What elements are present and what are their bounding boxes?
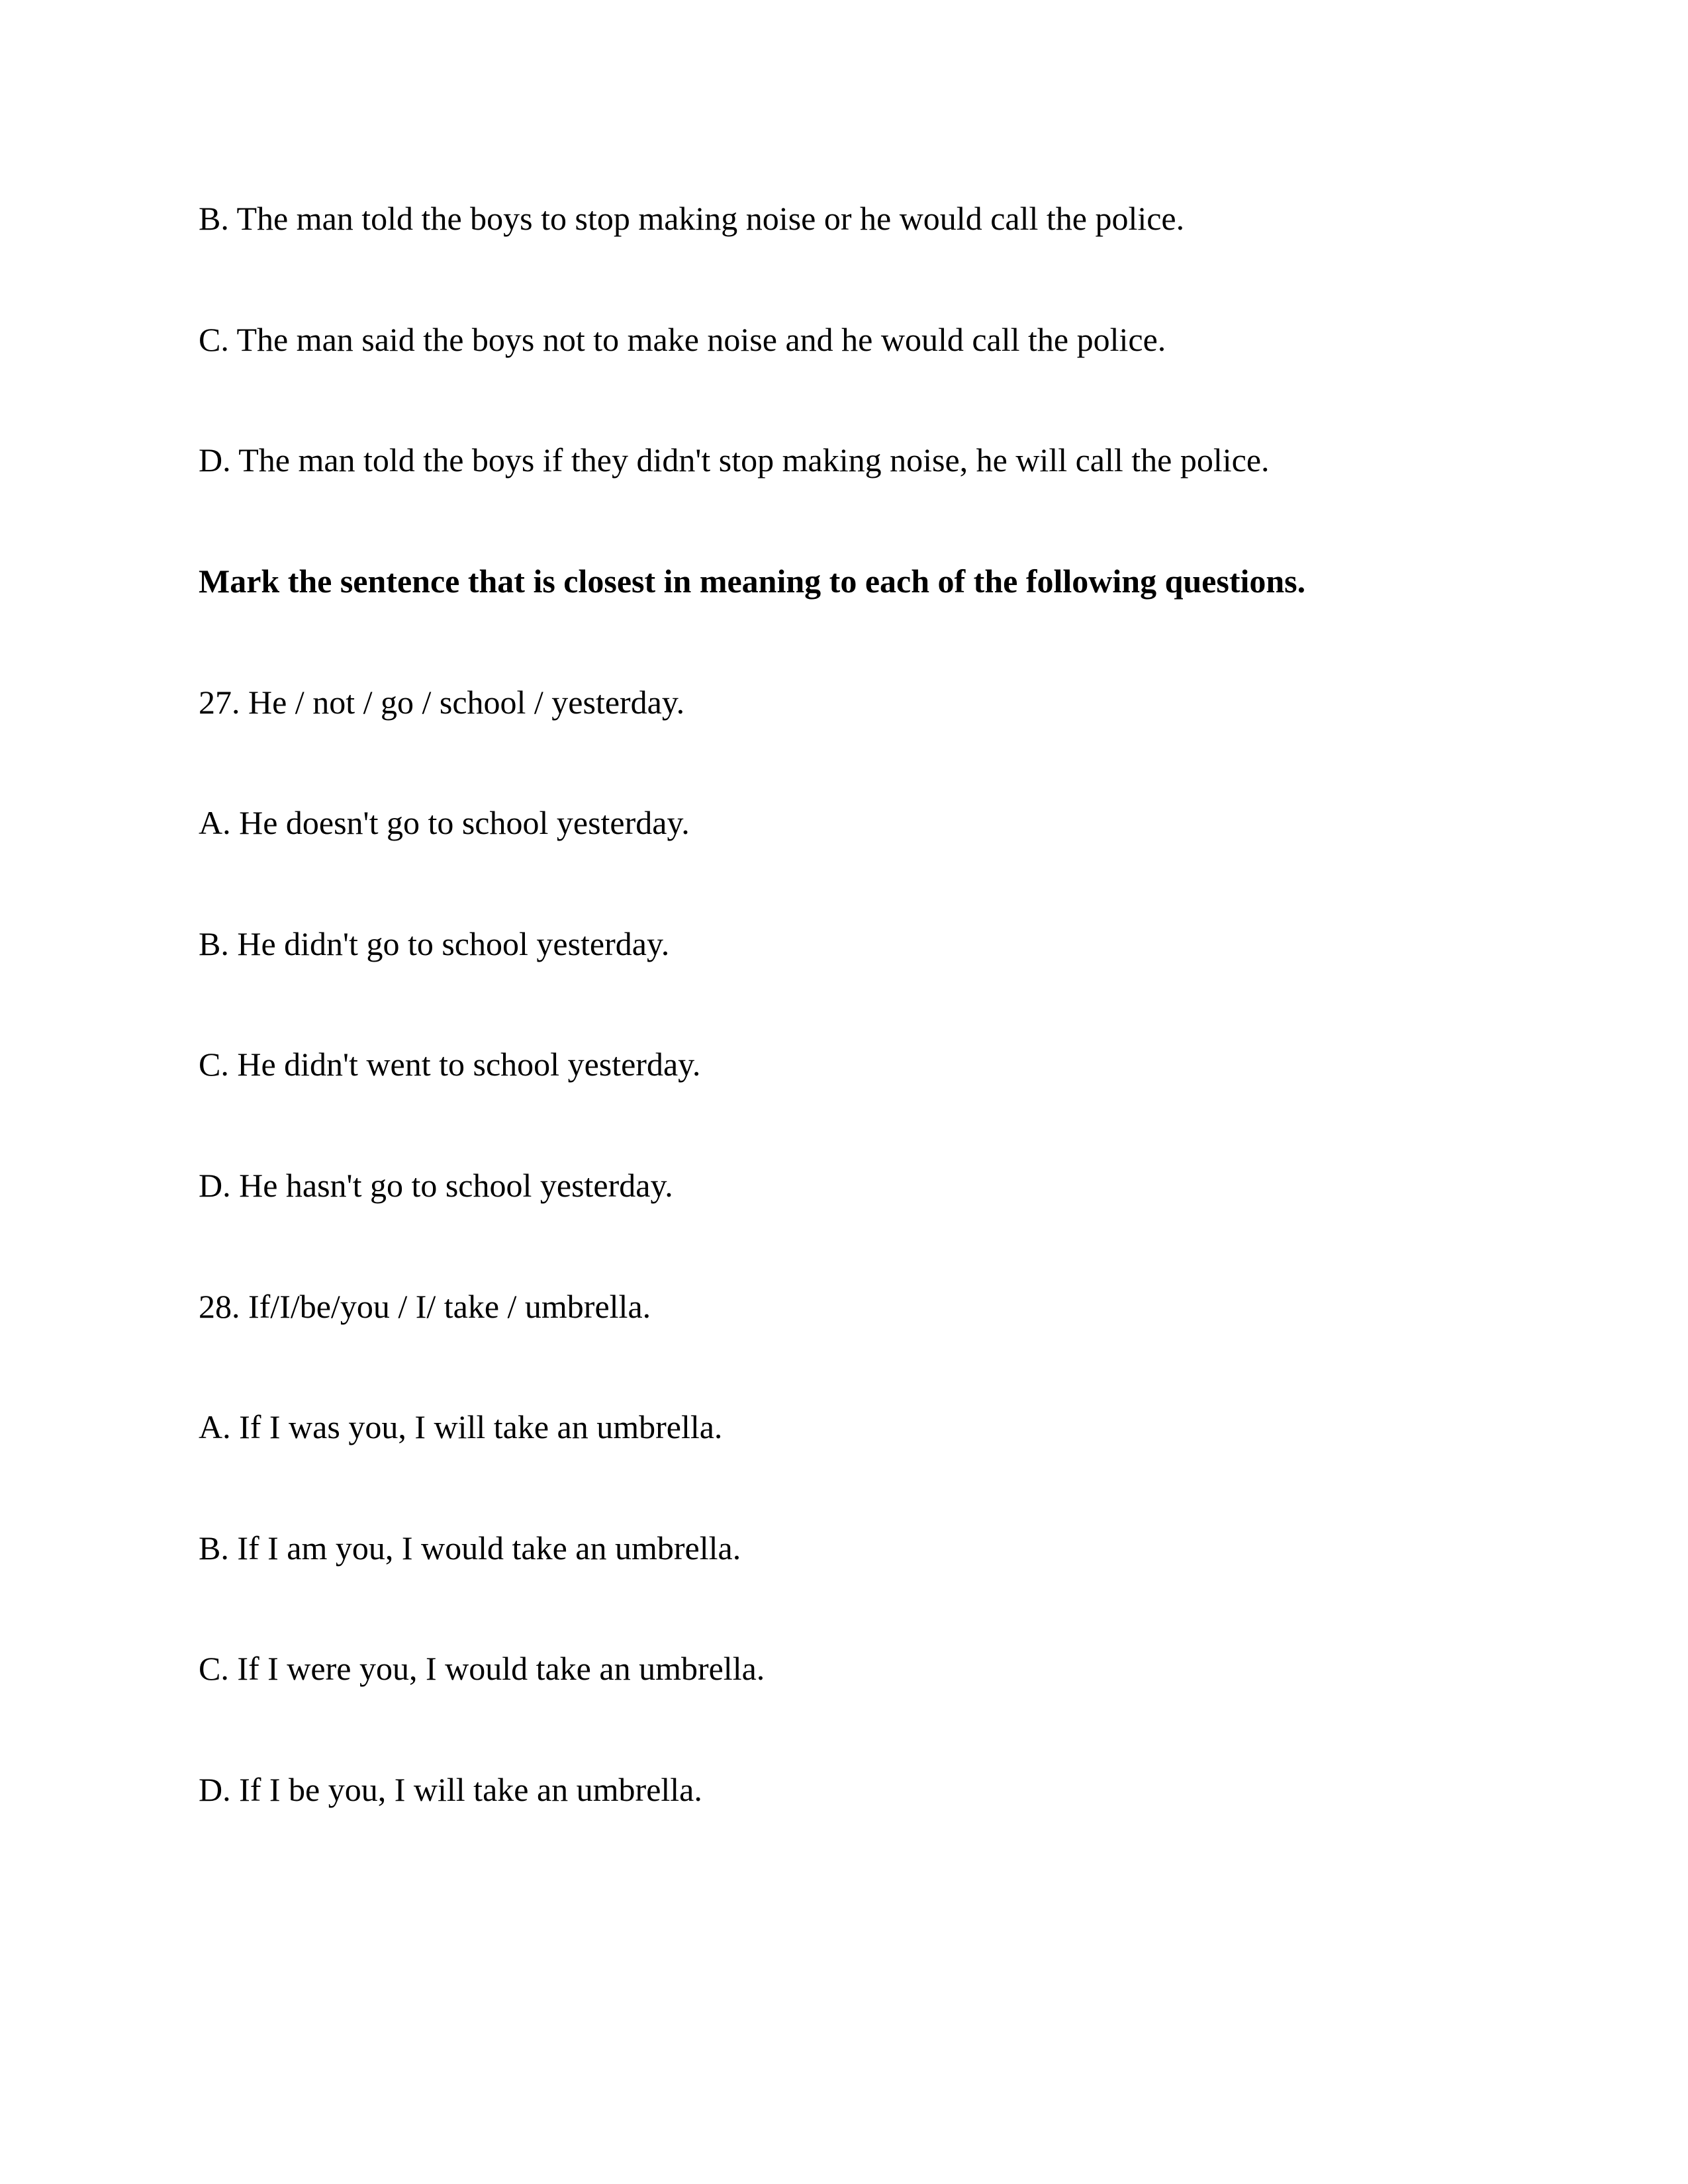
question-27-option-d: D. He hasn't go to school yesterday. <box>199 1167 673 1204</box>
question-28-option-a: A. If I was you, I will take an umbrella. <box>199 1408 723 1445</box>
option-c-q26: C. The man said the boys not to make noise and he would call the police. <box>199 321 1166 358</box>
option-d-q26: D. The man told the boys if they didn't stop making noise, he will call the police. <box>199 441 1270 478</box>
option-b-q26: B. The man told the boys to stop making noise or he would call the police. <box>199 200 1185 237</box>
question-28-prompt: 28. If/I/be/you / I/ take / umbrella. <box>199 1288 651 1325</box>
question-27-prompt: 27. He / not / go / school / yesterday. <box>199 684 685 721</box>
question-27-option-b: B. He didn't go to school yesterday. <box>199 925 670 962</box>
question-27-option-a: A. He doesn't go to school yesterday. <box>199 804 690 841</box>
section-instruction: Mark the sentence that is closest in meaning to each of the following questions. <box>199 563 1306 600</box>
question-28-option-d: D. If I be you, I will take an umbrella. <box>199 1771 702 1808</box>
question-27-option-c: C. He didn't went to school yesterday. <box>199 1046 701 1083</box>
question-28-option-b: B. If I am you, I would take an umbrella. <box>199 1529 741 1567</box>
question-28-option-c: C. If I were you, I would take an umbrella. <box>199 1650 765 1687</box>
